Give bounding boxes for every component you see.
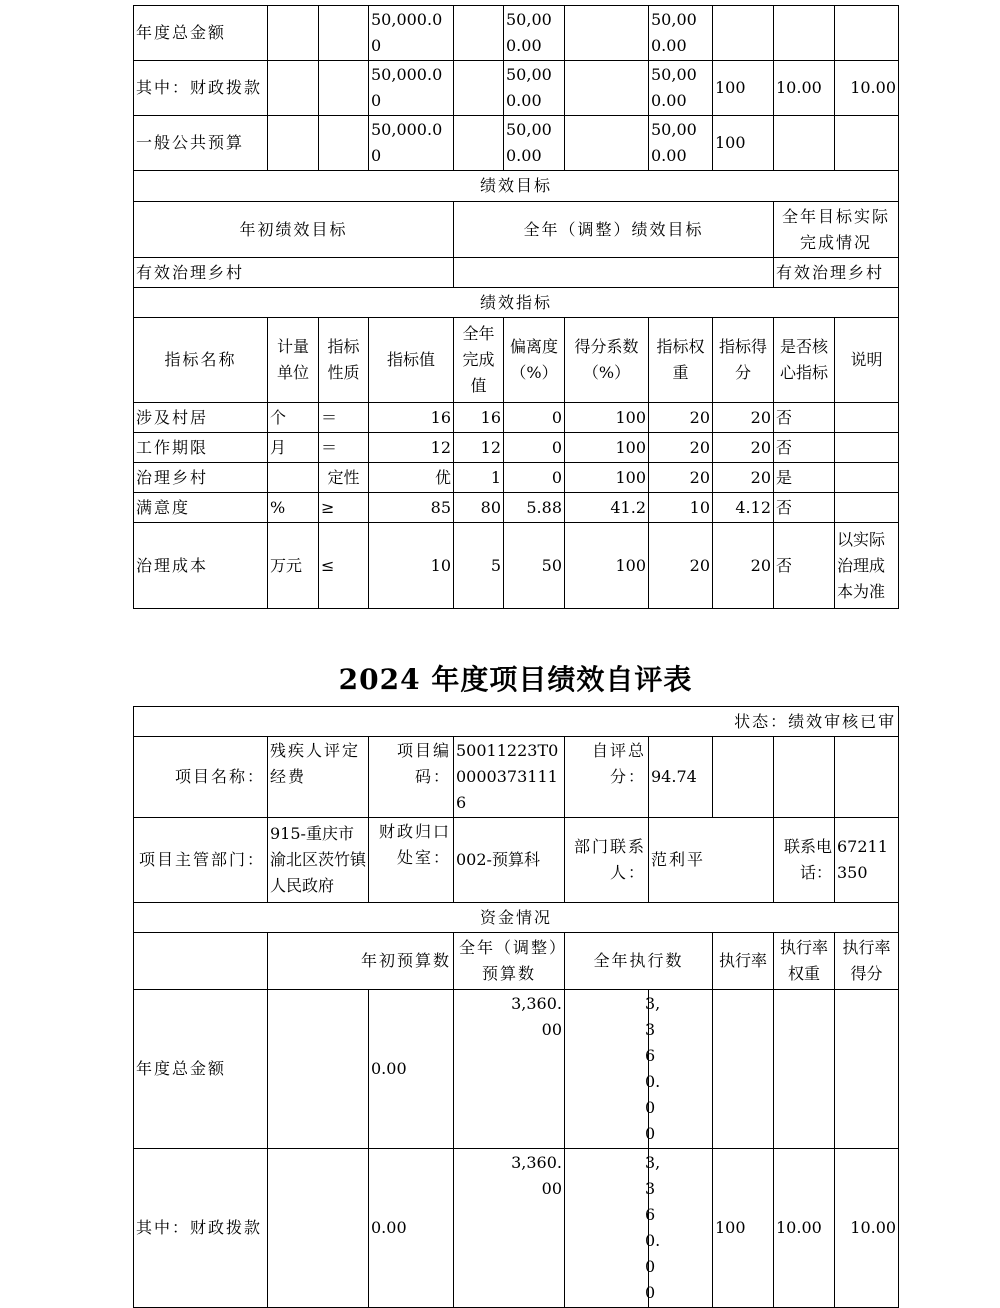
indicator-target: 16: [369, 403, 454, 433]
indicator-coef: 100: [565, 403, 649, 433]
indicator-target: 优: [369, 463, 454, 493]
dept-label: 项目主管部门：: [134, 818, 268, 903]
indicator-core: 是: [774, 463, 835, 493]
funds-rate: 100: [713, 61, 774, 116]
project-name-label: 项目名称：: [134, 737, 268, 818]
indicator-done: 12: [454, 433, 504, 463]
funds-weight: 10.00: [774, 61, 835, 116]
funds-adjusted: 50,000.00: [504, 61, 565, 116]
header-deviation: 偏离度（%）: [504, 318, 565, 403]
indicator-deviation: 0: [504, 463, 565, 493]
funds-header-adjusted: 全年（调整）预算数: [454, 933, 565, 990]
goals-header-adjusted: 全年（调整）绩效目标: [454, 202, 774, 258]
indicator-name: 工作期限: [134, 433, 268, 463]
contact-label: 部门联系人：: [565, 818, 649, 903]
funds-initial: 0.00: [369, 990, 454, 1149]
contact: 范利平: [649, 818, 774, 903]
funds-header-rate: 执行率: [713, 933, 774, 990]
funds-executed: 3,360.00: [565, 1149, 649, 1308]
funds-weight: [774, 6, 835, 61]
goals-row: [134, 258, 899, 288]
goals-actual: 有效治理乡村: [774, 258, 899, 288]
header-coef: 得分系数（%）: [565, 318, 649, 403]
indicator-score: 20: [713, 523, 774, 609]
header-unit: 计量单位: [268, 318, 319, 403]
project-name: 残疾人评定经费: [268, 737, 369, 818]
indicator-core: 否: [774, 433, 835, 463]
indicator-deviation: 0: [504, 433, 565, 463]
goals-header-actual: 全年目标实际完成情况: [774, 202, 899, 258]
indicator-unit: 个: [268, 403, 319, 433]
header-indicator-name: 指标名称: [134, 318, 268, 403]
indicator-done: 80: [454, 493, 504, 523]
indicator-unit: 万元: [268, 523, 319, 609]
project-info-row: [134, 818, 899, 903]
indicator-score: 20: [713, 463, 774, 493]
funds-weight: 10.00: [774, 1149, 835, 1308]
header-core: 是否核心指标: [774, 318, 835, 403]
indicator-name: 治理成本: [134, 523, 268, 609]
indicator-target: 10: [369, 523, 454, 609]
header-weight: 指标权重: [649, 318, 713, 403]
funds-executed: 50,000.00: [649, 116, 713, 171]
finance-office: 002-预算科: [454, 818, 565, 903]
indicator-weight: 20: [649, 433, 713, 463]
indicator-unit: [268, 463, 319, 493]
funds-row: [134, 116, 899, 171]
indicator-name: 涉及村居: [134, 403, 268, 433]
funds-row: [134, 61, 899, 116]
funds-section-title: 资金情况: [134, 903, 899, 933]
indicator-deviation: 50: [504, 523, 565, 609]
project-code: 50011223T000003731116: [454, 737, 565, 818]
indicator-coef: 41.2: [565, 493, 649, 523]
indicator-name: 满意度: [134, 493, 268, 523]
indicator-done: 1: [454, 463, 504, 493]
table-row: [134, 493, 899, 523]
indicator-score: 20: [713, 433, 774, 463]
funds-score: 10.00: [835, 1149, 899, 1308]
funds-weight: [774, 116, 835, 171]
funds-score: 10.00: [835, 61, 899, 116]
funds-rate: [713, 990, 774, 1149]
goals-header-initial: 年初绩效目标: [134, 202, 454, 258]
indicator-unit: %: [268, 493, 319, 523]
funds-name: 一般公共预算: [134, 116, 268, 171]
status-badge: 状态：绩效审核已审: [134, 707, 899, 737]
indicator-note: [835, 403, 899, 433]
funds-initial: 50,000.00: [369, 61, 454, 116]
self-score: 94.74: [649, 737, 713, 818]
table-row: [134, 523, 899, 609]
goals-header-row: [134, 202, 899, 258]
funds-initial: 50,000.00: [369, 116, 454, 171]
indicator-target: 85: [369, 493, 454, 523]
goals-section-title: 绩效目标: [134, 171, 899, 202]
indicators-section-title: 绩效指标: [134, 288, 899, 318]
funds-initial: 50,000.00: [369, 6, 454, 61]
table-row: [134, 403, 899, 433]
indicator-note: [835, 493, 899, 523]
indicator-deviation: 5.88: [504, 493, 565, 523]
table-row: [134, 463, 899, 493]
indicator-core: 否: [774, 493, 835, 523]
phone-label: 联系电话：: [774, 818, 835, 903]
funds-row: [134, 990, 899, 1149]
funds-adjusted: 3,360.00: [454, 990, 565, 1149]
indicator-score: 4.12: [713, 493, 774, 523]
indicator-unit: 月: [268, 433, 319, 463]
performance-table-1: [133, 5, 899, 609]
indicator-core: 否: [774, 523, 835, 609]
header-done: 全年完成值: [454, 318, 504, 403]
funds-rate: [713, 6, 774, 61]
funds-score: [835, 116, 899, 171]
funds-adjusted: 50,000.00: [504, 116, 565, 171]
funds-initial: 0.00: [369, 1149, 454, 1308]
funds-adjusted: 50,000.00: [504, 6, 565, 61]
funds-row: [134, 6, 899, 61]
indicator-note: [835, 463, 899, 493]
indicator-done: 16: [454, 403, 504, 433]
indicator-core: 否: [774, 403, 835, 433]
page-title: 2024 年度项目绩效自评表: [338, 663, 693, 696]
indicator-coef: 100: [565, 523, 649, 609]
funds-rate: 100: [713, 1149, 774, 1308]
funds-name: 年度总金额: [134, 6, 268, 61]
indicator-deviation: 0: [504, 403, 565, 433]
indicator-coef: 100: [565, 463, 649, 493]
table-row: [134, 433, 899, 463]
indicator-score: 20: [713, 403, 774, 433]
funds-rate: 100: [713, 116, 774, 171]
indicator-note: 以实际治理成本为准: [835, 523, 899, 609]
funds-name: 其中：财政拨款: [134, 1149, 268, 1308]
indicator-weight: 20: [649, 403, 713, 433]
performance-table-2: [133, 706, 899, 1308]
indicator-nature: ＝: [319, 403, 369, 433]
funds-name: 其中：财政拨款: [134, 61, 268, 116]
indicator-weight: 10: [649, 493, 713, 523]
funds-executed: 3,360.00: [565, 990, 649, 1149]
funds-score: [835, 6, 899, 61]
header-score: 指标得分: [713, 318, 774, 403]
indicator-name: 治理乡村: [134, 463, 268, 493]
indicator-note: [835, 433, 899, 463]
header-nature: 指标性质: [319, 318, 369, 403]
funds-adjusted: 3,360.00: [454, 1149, 565, 1308]
header-note: 说明: [835, 318, 899, 403]
funds-row: [134, 1149, 899, 1308]
indicator-nature: ＝: [319, 433, 369, 463]
indicator-nature: ≥: [319, 493, 369, 523]
indicator-weight: 20: [649, 463, 713, 493]
indicator-done: 5: [454, 523, 504, 609]
project-info-row: [134, 737, 899, 818]
phone: 67211350: [835, 818, 899, 903]
project-code-label: 项目编码：: [369, 737, 454, 818]
finance-office-label: 财政归口处室：: [369, 818, 454, 903]
funds-executed: 50,000.00: [649, 61, 713, 116]
funds-header-weight: 执行率权重: [774, 933, 835, 990]
indicator-nature: ≤: [319, 523, 369, 609]
funds-name: 年度总金额: [134, 990, 268, 1149]
indicator-coef: 100: [565, 433, 649, 463]
funds-score: [835, 990, 899, 1149]
indicator-weight: 20: [649, 523, 713, 609]
funds-header-row: [134, 933, 899, 990]
indicator-nature: 定性: [319, 463, 369, 493]
indicator-target: 12: [369, 433, 454, 463]
indicator-header-row: [134, 318, 899, 403]
self-score-label: 自评总分：: [565, 737, 649, 818]
funds-header-executed: 全年执行数: [565, 933, 713, 990]
funds-weight: [774, 990, 835, 1149]
funds-executed: 50,000.00: [649, 6, 713, 61]
goals-initial: 有效治理乡村: [134, 258, 454, 288]
header-target: 指标值: [369, 318, 454, 403]
goals-adjusted: [454, 258, 774, 288]
dept: 915-重庆市渝北区茨竹镇人民政府: [268, 818, 369, 903]
funds-header-initial: 年初预算数: [268, 933, 454, 990]
funds-header-score: 执行率得分: [835, 933, 899, 990]
